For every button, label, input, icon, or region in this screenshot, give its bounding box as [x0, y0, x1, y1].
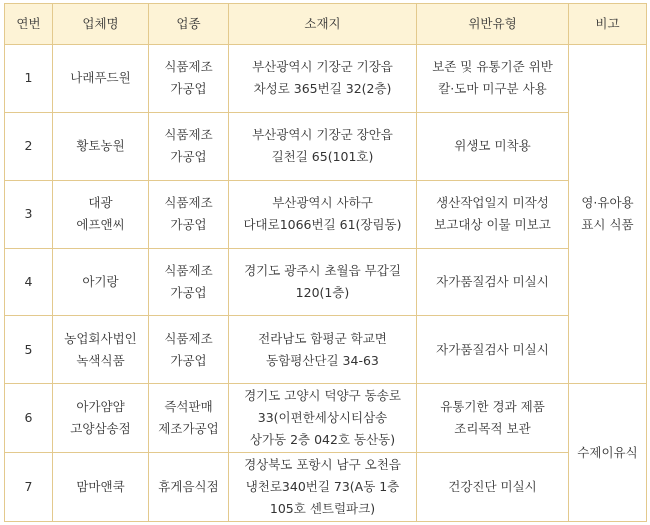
cell-no-text: 7 — [24, 479, 33, 495]
cell-company-text: 나래푸드원 — [70, 70, 131, 86]
table-row — [5, 384, 647, 453]
cell-no-text: 3 — [24, 206, 33, 222]
cell-remark — [569, 384, 647, 522]
header-industry: 업종 — [149, 4, 229, 45]
table-header-row — [5, 4, 647, 45]
header-company: 업체명 — [53, 4, 149, 45]
cell-address-text: 부산광역시 사하구 다대로1066번길 61(장림동) — [243, 195, 402, 233]
cell-no-text: 4 — [24, 273, 33, 289]
cell-industry — [149, 384, 229, 453]
cell-no-text: 6 — [24, 410, 33, 426]
cell-violation — [417, 45, 569, 113]
cell-company — [53, 316, 149, 384]
cell-no — [5, 453, 53, 522]
table-row — [5, 248, 647, 316]
cell-company — [53, 384, 149, 453]
cell-industry — [149, 316, 229, 384]
cell-industry — [149, 180, 229, 248]
table-row — [5, 316, 647, 384]
cell-company — [53, 180, 149, 248]
cell-violation-text: 자가품질검사 미실시 — [436, 341, 549, 357]
cell-violation-text: 유통기한 경과 제품 조리목적 보관 — [440, 399, 545, 437]
cell-no — [5, 45, 53, 113]
cell-remark — [569, 45, 647, 384]
cell-company-text: 맘마앤쿡 — [76, 479, 125, 495]
cell-industry-text: 식품제조 가공업 — [164, 59, 213, 97]
header-violation: 위반유형 — [417, 4, 569, 45]
cell-address-text: 경기도 광주시 초월읍 무갑길 120(1층) — [244, 262, 401, 300]
cell-violation — [417, 384, 569, 453]
cell-industry-text: 식품제조 가공업 — [164, 127, 213, 165]
cell-industry — [149, 453, 229, 522]
table-row — [5, 180, 647, 248]
cell-no — [5, 316, 53, 384]
cell-address — [229, 45, 417, 113]
cell-address — [229, 453, 417, 522]
cell-no-text: 1 — [24, 70, 33, 86]
cell-company-text: 아기랑 — [82, 273, 119, 289]
cell-company — [53, 248, 149, 316]
cell-company-text: 대광 에프앤씨 — [76, 195, 125, 233]
cell-remark-text: 영·유아용 표시 식품 — [581, 195, 634, 233]
cell-company — [53, 453, 149, 522]
cell-industry-text: 휴게음식점 — [158, 479, 219, 495]
table-row — [5, 45, 647, 113]
cell-address-text: 경기도 고양시 덕양구 동송로 33(이편한세상시티삼송 상가동 2층 042호 동산동) — [244, 388, 401, 448]
cell-address — [229, 316, 417, 384]
cell-industry-text: 식품제조 가공업 — [164, 330, 213, 368]
cell-address — [229, 384, 417, 453]
cell-violation — [417, 112, 569, 180]
cell-no — [5, 112, 53, 180]
cell-no — [5, 248, 53, 316]
cell-violation — [417, 180, 569, 248]
cell-industry — [149, 112, 229, 180]
cell-no — [5, 384, 53, 453]
cell-violation-text: 보존 및 유통기준 위반 칼·도마 미구분 사용 — [432, 59, 553, 97]
cell-violation-text: 생산작업일지 미작성 보고대상 이물 미보고 — [434, 195, 551, 233]
cell-address-text: 전라남도 함평군 학교면 동함평산단길 34-63 — [258, 330, 387, 368]
cell-violation — [417, 248, 569, 316]
cell-company-text: 아가얌얌 고양삼송점 — [70, 399, 131, 437]
table-row — [5, 112, 647, 180]
cell-violation-text: 위생모 미착용 — [454, 138, 531, 154]
cell-address — [229, 180, 417, 248]
cell-industry-text: 식품제조 가공업 — [164, 195, 213, 233]
cell-violation — [417, 453, 569, 522]
cell-remark-text: 수제이유식 — [577, 444, 638, 460]
cell-company — [53, 112, 149, 180]
violation-table — [4, 3, 647, 522]
header-address: 소재지 — [229, 4, 417, 45]
cell-industry — [149, 45, 229, 113]
cell-company — [53, 45, 149, 113]
cell-address-text: 부산광역시 기장군 장안읍 길천길 65(101호) — [252, 127, 393, 165]
cell-industry-text: 식품제조 가공업 — [164, 262, 213, 300]
cell-address-text: 부산광역시 기장군 기장읍 차성로 365번길 32(2층) — [252, 59, 393, 97]
cell-no-text: 2 — [24, 138, 33, 154]
cell-violation-text: 건강진단 미실시 — [448, 479, 537, 495]
cell-no — [5, 180, 53, 248]
cell-address-text: 경상북도 포항시 남구 오천읍 냉천로340번길 73(A동 1층 105호 센트럴파크) — [244, 457, 401, 517]
cell-no-text: 5 — [24, 341, 33, 357]
table-row — [5, 453, 647, 522]
header-remark: 비고 — [569, 4, 647, 45]
cell-industry-text: 즉석판매 제조가공업 — [158, 399, 219, 437]
cell-company-text: 황토농원 — [76, 138, 125, 154]
cell-industry — [149, 248, 229, 316]
cell-company-text: 농업회사법인 녹색식품 — [64, 330, 137, 368]
cell-violation-text: 자가품질검사 미실시 — [436, 273, 549, 289]
header-no: 연번 — [5, 4, 53, 45]
cell-address — [229, 248, 417, 316]
cell-violation — [417, 316, 569, 384]
cell-address — [229, 112, 417, 180]
